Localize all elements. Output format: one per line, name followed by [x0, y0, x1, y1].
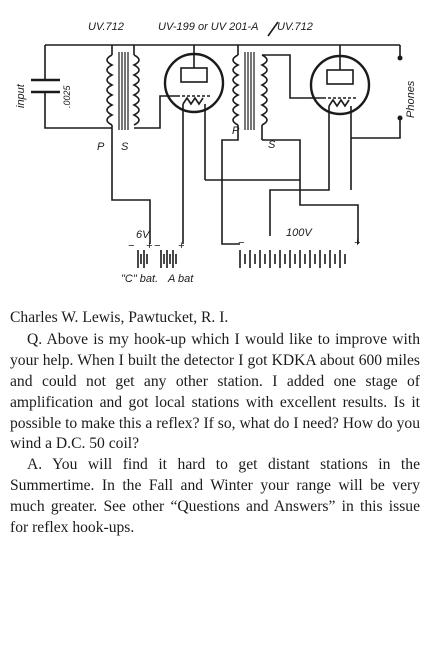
c-bat-minus: − [128, 240, 135, 252]
input-wires [45, 45, 112, 128]
phones-terminals [351, 45, 403, 138]
six-volt-label: 6V [136, 229, 150, 241]
vacuum-tube-2 [311, 45, 369, 190]
input-label: input [15, 84, 27, 108]
c-battery [138, 250, 147, 268]
question-text: Q. Above is my hook-up which I would like to improve with your help. When I built the detector I got KDKA about 600 miles and could not get any other station. I added one stage of amplification and got local stations with excellent results. Is it possible to make this a reflex? If so, what do I need? How do you wind a D.C. 50 coil? [10, 330, 420, 453]
b-bat-minus: − [238, 237, 245, 249]
secondary-2-label: S [268, 139, 276, 151]
answer-text: A. You will find it hard to get distant stations in the Summertime. In the Fall and Winter your range will be very much greater. See other “Questions and Answers” in this issue for reflex hook-ups. [10, 456, 420, 537]
c-bat-wire [112, 128, 150, 236]
hundred-volt-label: 100V [286, 227, 312, 239]
byline: Charles W. Lewis, Pawtucket, R. I. [10, 309, 229, 326]
input-capacitor [31, 70, 60, 104]
a-bat-minus: − [154, 240, 161, 252]
a-bat-plus: + [178, 240, 185, 252]
primary-1-label: P [97, 141, 105, 153]
article [10, 308, 420, 539]
transformer-1 [107, 45, 139, 130]
capacitor-label: .0025 [62, 85, 72, 108]
b-battery [240, 250, 345, 268]
primary-2-label: P [232, 125, 240, 137]
c-bat-plus: + [146, 240, 153, 252]
a-bat-label: A bat [168, 273, 194, 285]
transformer-1-label: UV.712 [88, 21, 124, 33]
vacuum-tube-1 [165, 45, 223, 180]
secondary-1-label: S [121, 141, 129, 153]
c-bat-label: "C" bat. [121, 273, 159, 285]
a-battery [161, 250, 176, 268]
b-bat-plus: + [354, 237, 361, 249]
grid-wire-2 [262, 55, 323, 98]
phones-label: Phones [405, 80, 417, 118]
transformer-2-label: UV.712 [277, 21, 313, 33]
tube-type-label: UV-199 or UV 201-A [158, 21, 259, 33]
circuit-diagram [0, 0, 430, 300]
